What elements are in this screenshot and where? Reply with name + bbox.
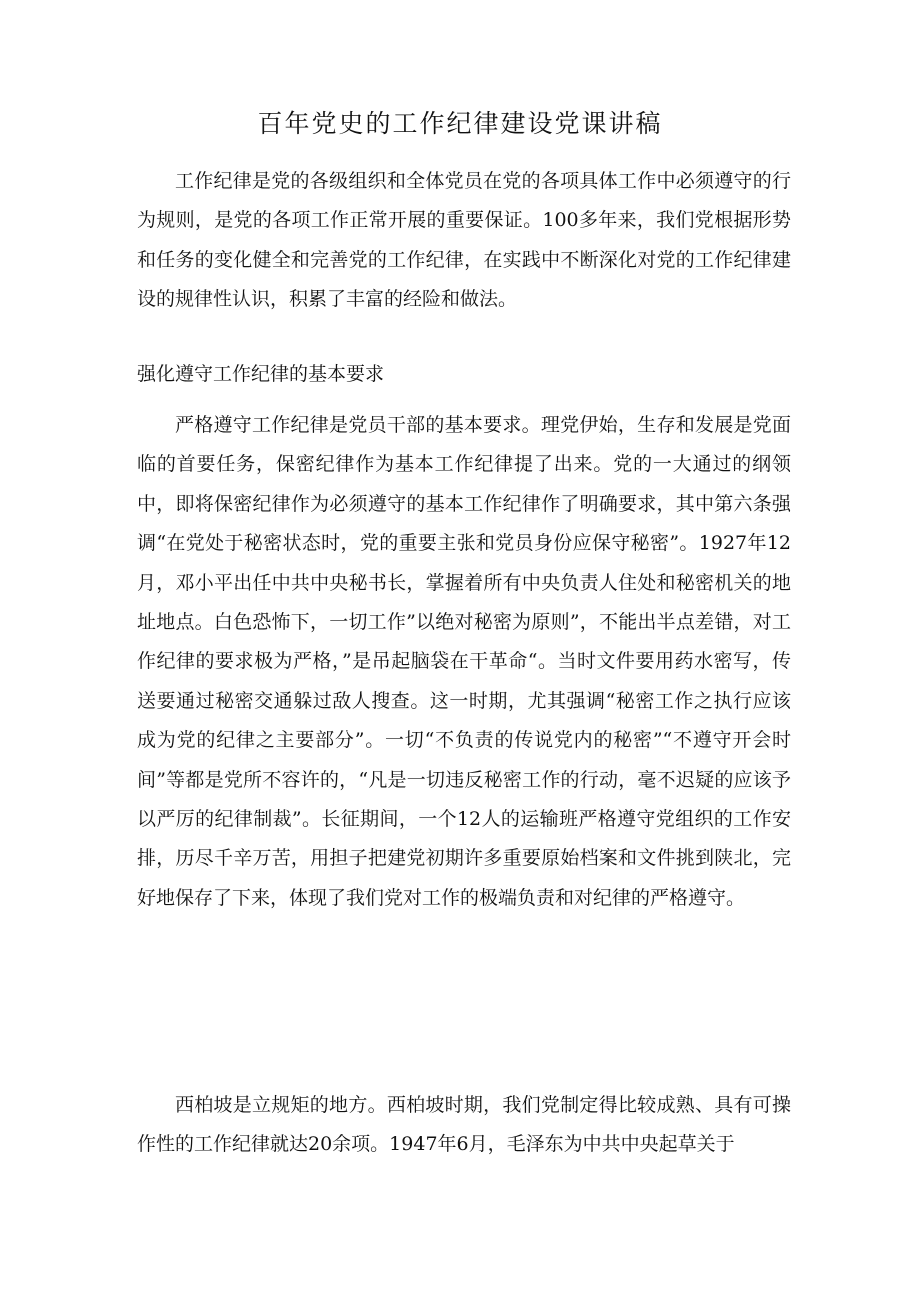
intro-paragraph: 工作纪律是党的各级组织和全体党员在党的各项具体工作中必须遵守的行为规则，是党的各项工作正常开展的重要保证。100多年来，我们党根据形势和任务的变化健全和完善党的工作纪律，在实践中不断深化对党的工作纪律建设的规律性认识，积累了丰富的经险和做法。 [137, 170, 791, 311]
document-title: 百年党史的工作纪律建设党课讲稿 [257, 109, 663, 138]
section-heading: 强化遵守工作纪律的基本要求 [137, 363, 385, 385]
body-paragraph-1: 严格遵守工作纪律是党员干部的基本要求。理党伊始，生存和发展是党面临的首要任务，保密纪律作为基本工作纪律提了出来。党的一大通过的纲领中，即将保密纪律作为必须遵守的基本工作纪律作了明确要求，其中第六条强调“在党处于秘密状态时，党的重要主张和党员身份应保守秘密”。1927年12月，邓小平出任中共中央秘书长，掌握着所有中央负责人住处和秘密机关的地址地点。白色恐怖下，一切工作”以绝对秘密为原则”，不能出半点差错，对工作纪律的要求极为严格，”是吊起脑袋在干革命“。当时文件要用药水密写，传送要通过秘密交通躲过敌人搜查。这一时期，尤其强调“秘密工作之执行应该成为党的纪律之主要部分”。一切“不负责的传说党内的秘密”“不遵守开会时间”等都是党所不容许的，“凡是一切违反秘密工作的行动，毫不迟疑的应该予以严厉的纪律制裁”。长征期间，一个12人的运输班严格遵守党组织的工作安排，历尽千辛万苦，用担子把建党初期许多重要原始档案和文件挑到陕北，完好地保存了下来，体现了我们党对工作的极端负责和对纪律的严格遵守。 [137, 414, 791, 909]
body-paragraph-2: 西柏坡是立规矩的地方。西柏坡时期，我们党制定得比较成熟、具有可操作性的工作纪律就达20余项。1947年6月，毛泽东为中共中央起草关于 [137, 1094, 791, 1156]
